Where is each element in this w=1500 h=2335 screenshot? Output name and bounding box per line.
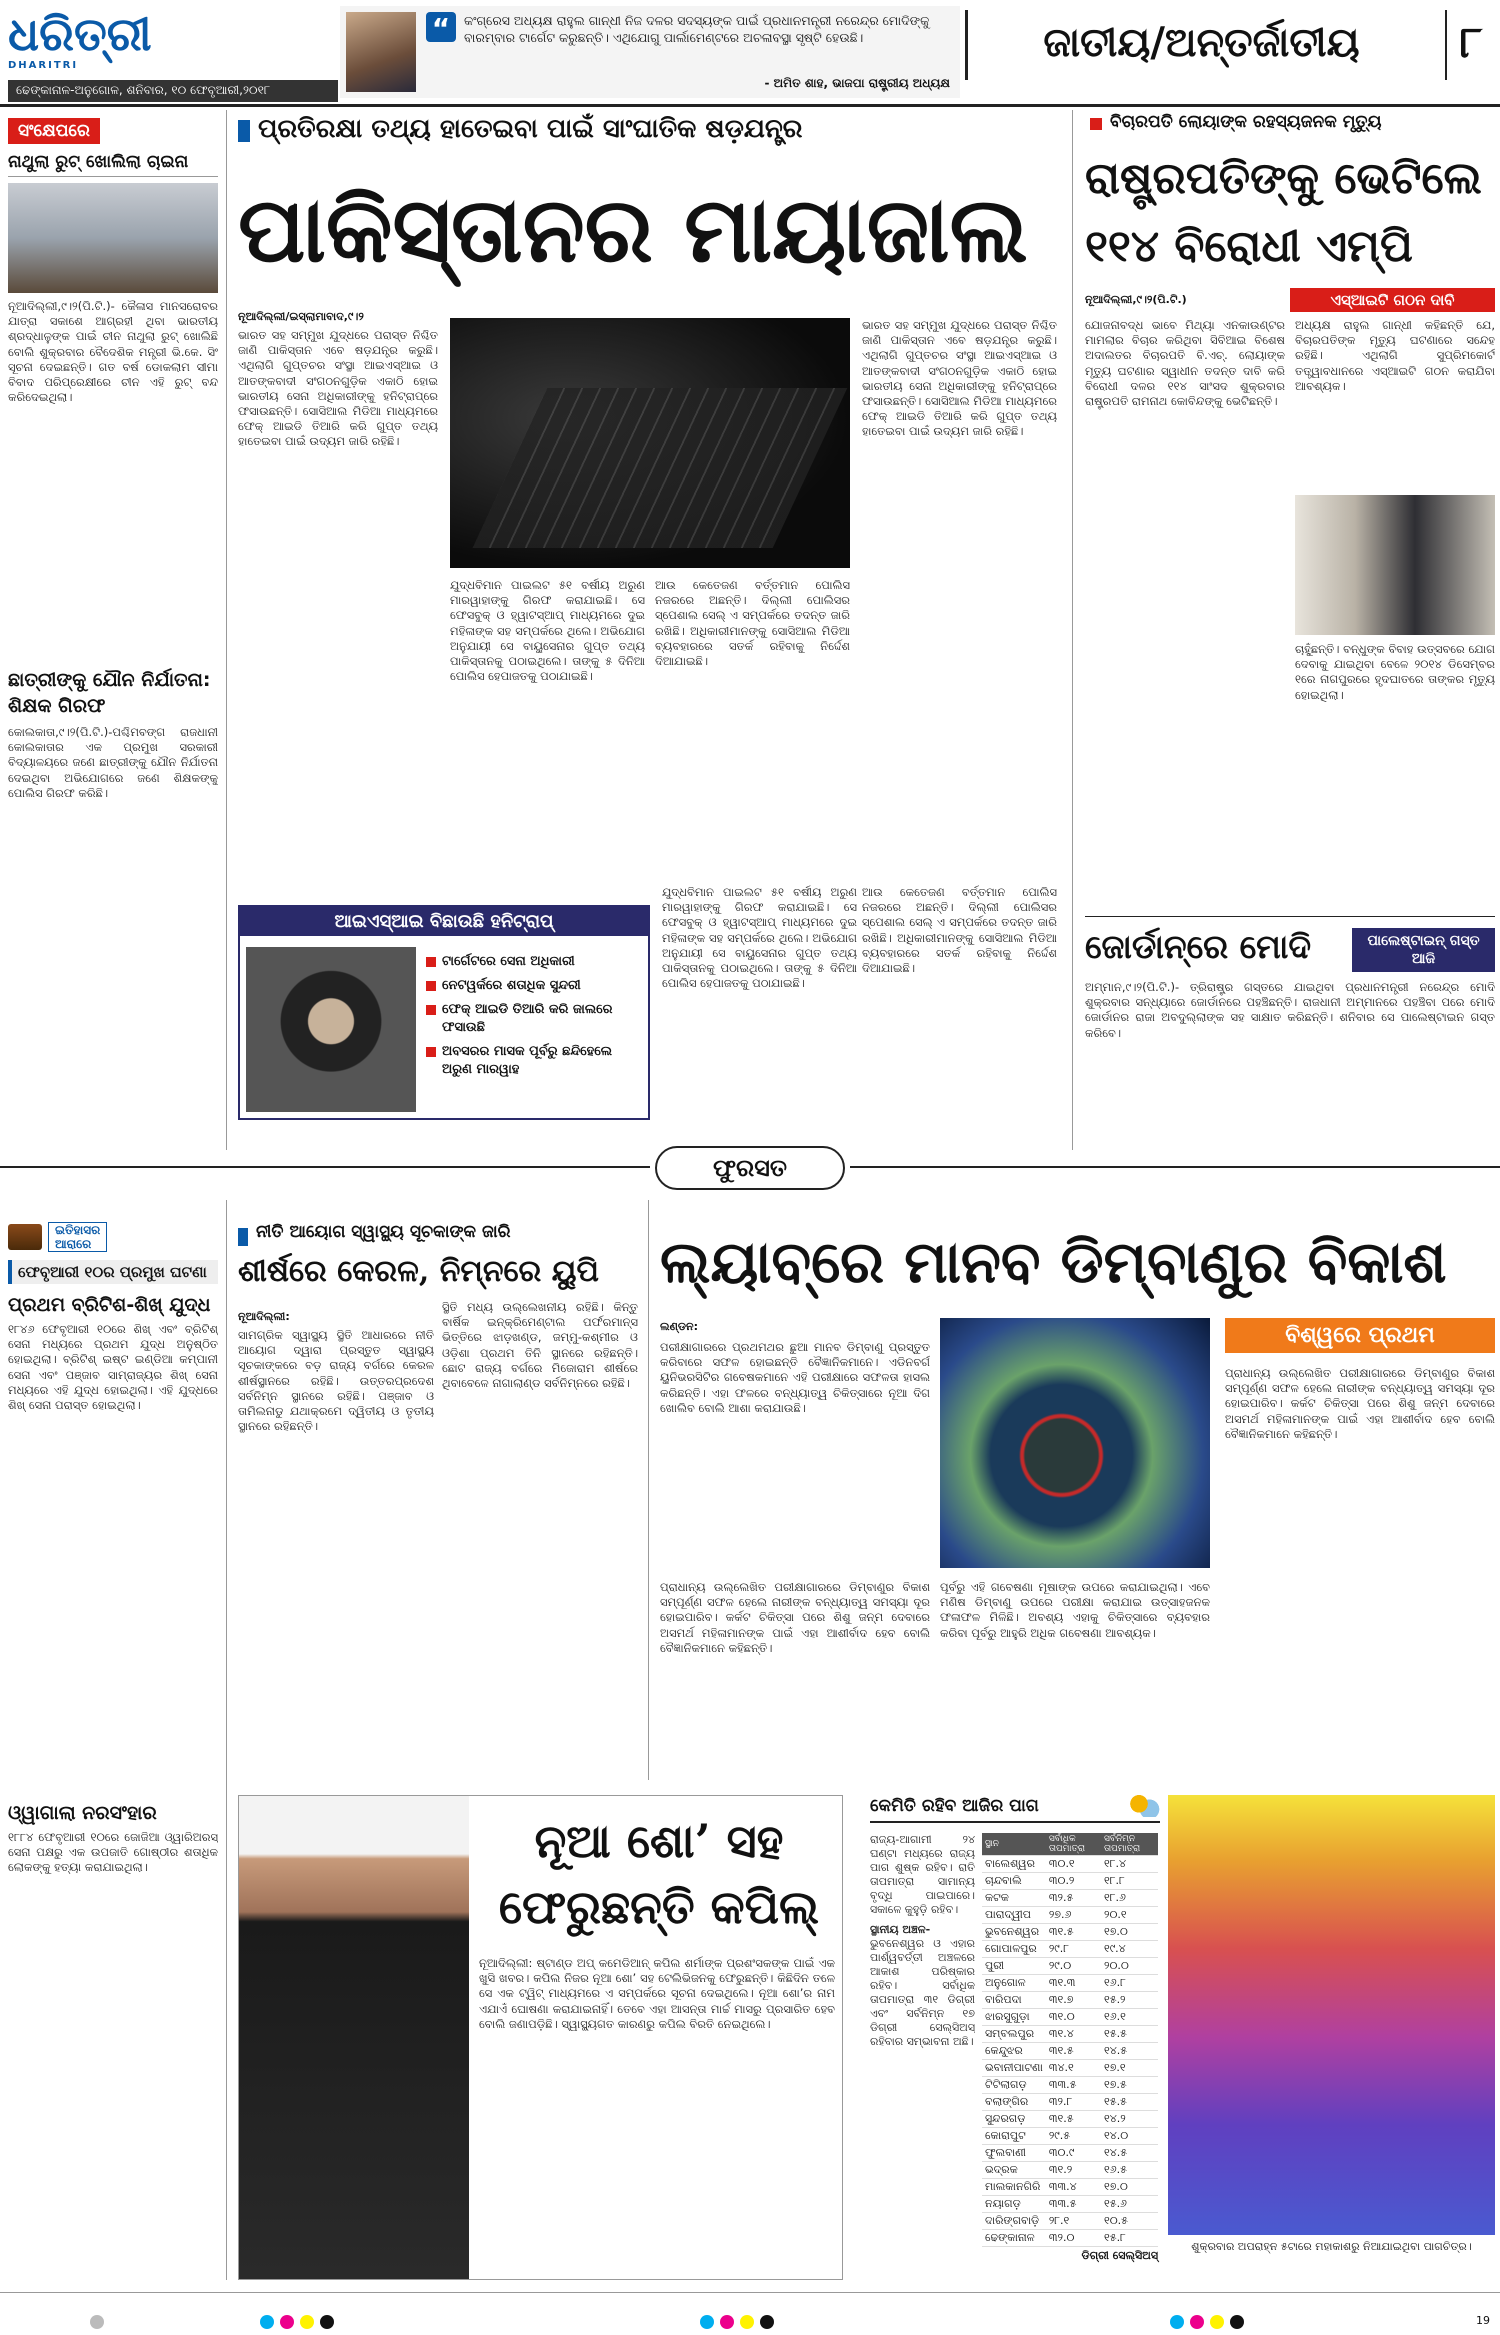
modi-headline: ଜୋର୍ଡାନ୍‌ରେ ମୋଦି xyxy=(1085,927,1312,966)
newspaper-logo xyxy=(8,8,198,78)
honeytrap-points xyxy=(426,953,646,1085)
brief-item1-title: ନାଥୁଲା ରୁଟ୍ ଖୋଲିଲା ଚାଇନା xyxy=(8,152,218,177)
satellite-weather-map xyxy=(1168,1795,1495,2235)
weather-cell: ୩୧.୫ xyxy=(1046,2111,1101,2128)
section-rule-right xyxy=(850,1166,1500,1168)
right-dateline: ନୂଆଦିଲ୍ଲୀ,୯।୨(ପି.ଟି.) xyxy=(1085,293,1187,306)
modi-tag: ପାଲେଷ୍ଟାଇନ୍ ଗସ୍ତ ଆଜି xyxy=(1352,928,1495,972)
kapil-photo xyxy=(239,1796,469,2279)
print-registration-mark xyxy=(760,2315,774,2329)
weather-cell: ୩୦.୯ xyxy=(1046,2145,1101,2162)
weather-row xyxy=(982,2043,1158,2060)
lab-tag: ବିଶ୍ୱରେ ପ୍ରଥମ xyxy=(1225,1318,1495,1353)
right-body1: ଯୋଜନାବଦ୍ଧ ଭାବେ ମିଥ୍ୟା ଏନକାଉଣ୍ଟର ମାମଲାର ବିଚାର କରିଥିବା ସିବିଆଇ ବିଶେଷ ଅଦାଲତର ବିଚାରପତି ବି.ଏଚ୍. ଲୋୟାଙ୍କ ମୃତ୍ୟୁ ଘଟଣାର ସ୍ୱାଧୀନ ତଦନ୍ତ ଦାବି କରି ବିରୋଧୀ ଦଳର ୧୧୪ ସାଂସଦ ଶୁକ୍ରବାର ରାଷ୍ଟ୍ରପତି ରାମନାଥ କୋବିନ୍ଦଙ୍କୁ ଭେଟିଛନ୍ତି। xyxy=(1085,318,1285,409)
lead-col1: ଭାରତ ସହ ସମ୍ମୁଖ ଯୁଦ୍ଧରେ ପରାସ୍ତ ନିଶ୍ଚିତ ଜାଣି ପାକିସ୍ତାନ ଏବେ ଷଡ଼ଯନ୍ତ୍ର କରୁଛି। ଏଥିଲାଗି ଗୁପ୍ତଚର ସଂସ୍ଥା ଆଇଏସ୍‌ଆଇ ଓ ଆତଙ୍କବାଦୀ ସଂଗଠନଗୁଡ଼ିକ ଏକାଠି ହୋଇ ଭାରତୀୟ ସେନା ଅଧିକାରୀଙ୍କୁ ହନିଟ୍ରାପ୍‌ରେ ଫସାଉଛନ୍ତି। ସୋସିଆଲ ମିଡିଆ ମାଧ୍ୟମରେ ଫେକ୍ ଆଇଡି ତିଆରି କରି ଗୁପ୍ତ ତଥ୍ୟ ହାତେଇବା ପାଇଁ ଉଦ୍ୟମ ଜାରି ରହିଛି। xyxy=(238,328,438,449)
weather-cell: ୩୧.୫ xyxy=(1046,1924,1101,1941)
edition-dateline: ଢେଙ୍କାନାଳ-ଅନୁଗୋଳ, ଶନିବାର, ୧୦ ଫେବୃଆରୀ,୨୦୧୮ xyxy=(8,80,338,102)
weather-cell: ୧୫.୬ xyxy=(1101,2196,1158,2213)
section-rule-left xyxy=(0,1166,650,1168)
history-logo xyxy=(8,1222,218,1252)
weather-cell: ଭୁବନେଶ୍ୱର xyxy=(982,1924,1046,1941)
weather-cell: ଭବାନୀପାଟଣା xyxy=(982,2060,1046,2077)
weather-cell: ୩୧.୫ xyxy=(1046,2043,1101,2060)
weather-cell: ୧୫.୨ xyxy=(1101,1992,1158,2009)
history-logo-bottom: ଆରାରେ xyxy=(55,1237,92,1251)
lead-headline: ପାକିସ୍ତାନର ମାୟାଜାଲ xyxy=(238,177,1028,283)
speaker-photo xyxy=(346,12,416,92)
weather-cell: ୧୭.୫ xyxy=(1101,2077,1158,2094)
health-body1: ସାମଗ୍ରିକ ସ୍ୱାସ୍ଥ୍ୟ ସ୍ଥିତି ଆଧାରରେ ନୀତି ଆୟୋଗ ଦ୍ୱାରା ପ୍ରସ୍ତୁତ ସ୍ୱାସ୍ଥ୍ୟ ସୂଚକାଙ୍କରେ ବଡ଼ ରାଜ୍ୟ ବର୍ଗରେ କେରଳ ଶୀର୍ଷସ୍ଥାନରେ ରହିଛି। ଉତ୍ତରପ୍ରଦେଶ ସର୍ବନିମ୍ନ ସ୍ଥାନରେ ରହିଛି। ପଞ୍ଜାବ ଓ ତାମିଲନାଡୁ ଯଥାକ୍ରମେ ଦ୍ୱିତୀୟ ଓ ତୃତୀୟ ସ୍ଥାନରେ ରହିଛନ୍ତି। xyxy=(238,1328,434,1434)
quote-box xyxy=(340,6,960,98)
weather-cell: ୨୯.୮ xyxy=(1046,1941,1101,1958)
footer-page-number: 19 xyxy=(1476,2314,1490,2327)
print-registration-mark xyxy=(1190,2315,1204,2329)
lead-col5: ଆଉ କେତେଜଣ ବର୍ତ୍ତମାନ ପୋଲିସ ନଜରରେ ଅଛନ୍ତି। ଦିଲ୍ଲୀ ପୋଲିସର ସ୍ପେଶାଲ ସେଲ୍ ଏ ସମ୍ପର୍କରେ ତଦନ୍ତ ଜାରି ରଖିଛି। ଅଧିକାରୀମାନଙ୍କୁ ସୋସିଆଲ ମିଡିଆ ବ୍ୟବହାରରେ ସତର୍କ ରହିବାକୁ ନିର୍ଦ୍ଦେଶ ଦିଆଯାଇଛି। xyxy=(862,885,1057,976)
weather-cell: ଟିଟିଲାଗଡ଼ xyxy=(982,2077,1046,2094)
weather-cell: ଅନୁଗୋଳ xyxy=(982,1975,1046,1992)
ovum-microscope-photo xyxy=(940,1318,1210,1568)
weather-cell: ୩୨.୦ xyxy=(1046,2230,1101,2247)
weather-cell: ବାଲେଶ୍ୱର xyxy=(982,1856,1046,1873)
kapil-body: ନୂଆଦିଲ୍ଲୀ: ଷ୍ଟାଣ୍ଡ ଅପ୍ କମେଡିଆନ୍ କପିଲ ଶର୍ମାଙ୍କ ପ୍ରଶଂସକଙ୍କ ପାଇଁ ଏକ ଖୁସି ଖବର। କପିଲ ନିଜର ନୂଆ ଶୋ’ ସହ ଟେଲିଭିଜନକୁ ଫେରୁଛନ୍ତି। କିଛିଦିନ ତଳେ ସେ ଏକ ଟ୍ୱିଟ୍ ମାଧ୍ୟମରେ ଏ ସମ୍ପର୍କରେ ସୂଚନା ଦେଇଥିଲେ। ନୂଆ ଶୋ’ର ନାମ ଏଯାଏଁ ଘୋଷଣା କରାଯାଇନାହିଁ। ତେବେ ଏହା ଆସନ୍ତା ମାର୍ଚ୍ଚ ମାସରୁ ପ୍ରସାରିତ ହେବ ବୋଲି ଜଣାପଡ଼ିଛି। ସ୍ୱାସ୍ଥ୍ୟଗତ କାରଣରୁ କପିଲ ବିରତି ନେଇଥିଲେ। xyxy=(479,1956,835,2031)
history-column xyxy=(8,1222,218,2330)
honeytrap-point: ନେଟୱର୍କରେ ଶତାଧିକ ସୁନ୍ଦରୀ xyxy=(426,977,646,995)
weather-row xyxy=(982,1924,1158,1941)
weather-cell: ୧୬.୮ xyxy=(1101,1975,1158,1992)
weather-row xyxy=(982,2094,1158,2111)
weather-cell: କେନ୍ଦୁଝର xyxy=(982,2043,1046,2060)
print-registration-mark xyxy=(320,2315,334,2329)
brief-item2-title: ଛାତ୍ରୀଙ୍କୁ ଯୌନ ନିର୍ଯାତନା: ଶିକ୍ଷକ ଗିରଫ xyxy=(8,669,211,717)
weather-cell: ୧୪.୦ xyxy=(1101,2128,1158,2145)
weather-summary: ରାଜ୍ୟ-ଆଗାମୀ ୨୪ ଘଣ୍ଟା ମଧ୍ୟରେ ରାଜ୍ୟ ପାଗ ଶୁଷ୍କ ରହିବ। ରାତି ତାପମାତ୍ରା ସାମାନ୍ୟ ବୃଦ୍ଧି ପାଇପାରେ। ସକାଳେ କୁହୁଡ଼ି ରହିବ। xyxy=(870,1833,975,1916)
weather-cell: ୩୦.୨ xyxy=(1046,1873,1101,1890)
weather-cell: ଭଦ୍ରକ xyxy=(982,2162,1046,2179)
weather-cell: ୧୪.୫ xyxy=(1101,2043,1158,2060)
print-registration-mark xyxy=(260,2315,274,2329)
book-icon xyxy=(8,1224,42,1250)
quote-text: କଂଗ୍ରେସ ଅଧ୍ୟକ୍ଷ ରାହୁଲ ଗାନ୍ଧୀ ନିଜ ଦଳର ସଦସ୍ୟଙ୍କ ପାଇଁ ପ୍ରଧାନମନ୍ତ୍ରୀ ନରେନ୍ଦ୍ର ମୋଦିଙ୍କୁ ବାରମ୍ବାର ଟାର୍ଗେଟ କରୁଛନ୍ତି। ଏଥିଯୋଗୁ ପାର୍ଲାମେଣ୍ଟରେ ଅଚଳାବସ୍ଥା ସୃଷ୍ଟି ହେଉଛି। xyxy=(464,13,930,45)
weather-cell: ସୁନ୍ଦରଗଡ଼ xyxy=(982,2111,1046,2128)
weather-row xyxy=(982,1873,1158,1890)
weather-row xyxy=(982,2230,1158,2247)
weather-row xyxy=(982,1890,1158,1907)
honeytrap-point: ଅବସରର ମାସକ ପୂର୍ବରୁ ଛନ୍ଦିହେଲେ ଅରୁଣ ମାରୱାହ xyxy=(426,1043,646,1079)
veiled-woman-photo xyxy=(246,947,416,1112)
weather-col-header: ସର୍ବାଧିକ ତାପମାତ୍ରା xyxy=(1046,1833,1101,1856)
lab-dateline: ଲଣ୍ଡନ: xyxy=(660,1320,699,1333)
weather-cell: ୩୧.୨ xyxy=(1046,2162,1101,2179)
weather-row xyxy=(982,1992,1158,2009)
lab-headline: ଲ୍ୟାବ୍‌ରେ ମାନବ ଡିମ୍ବାଣୁର ବିକାଶ xyxy=(660,1228,1447,1296)
weather-cell: ବଲାଙ୍ଗିର xyxy=(982,2094,1046,2111)
weather-row xyxy=(982,2145,1158,2162)
lab-body3: ପ୍ରାଧାନ୍ୟ ଉଲ୍ଲେଖିତ ପରୀକ୍ଷାଗାରରେ ଡିମ୍ବାଣୁର ବିକାଶ ସମ୍ପୂର୍ଣ୍ଣ ସଫଳ ହେଲେ ନାରୀଙ୍କ ବନ୍ଧ୍ୟାତ୍ୱ ସମସ୍ୟା ଦୂର ହୋଇପାରିବ। କର୍କଟ ଚିକିତ୍ସା ପରେ ଶିଶୁ ଜନ୍ମ ଦେବାରେ ଅସମର୍ଥ ମହିଳାମାନଙ୍କ ପାଇଁ ଏହା ଆଶୀର୍ବାଦ ହେବ ବୋଲି ବୈଜ୍ଞାନିକମାନେ କହିଛନ୍ତି। xyxy=(1225,1366,1495,1441)
weather-cell: ୧୫.୫ xyxy=(1101,2094,1158,2111)
weather-cell: ୩୧.୪ xyxy=(1046,2026,1101,2043)
weather-row xyxy=(982,2111,1158,2128)
lead-col4: ଯୁଦ୍ଧବିମାନ ପାଇଲଟ ୫୧ ବର୍ଷୀୟ ଅରୁଣ ମାରୱାହାଙ୍କୁ ଗିରଫ କରାଯାଇଛି। ସେ ଫେସବୁକ୍ ଓ ହ୍ୱାଟସ୍‌ଆପ୍ ମାଧ୍ୟମରେ ଦୁଇ ମହିଳାଙ୍କ ସହ ସମ୍ପର୍କରେ ଥିଲେ। ଅଭିଯୋଗ ଅନୁଯାୟୀ ସେ ବାୟୁସେନାର ଗୁପ୍ତ ତଥ୍ୟ ପାକିସ୍ତାନକୁ ପଠାଇଥିଲେ। ତାଙ୍କୁ ୫ ଦିନିଆ ପୋଲିସ ହେପାଜତକୁ ପଠାଯାଇଛି। xyxy=(662,885,857,991)
weather-cell: କଟକ xyxy=(982,1890,1046,1907)
weather-cell: ଫୁଲବାଣୀ xyxy=(982,2145,1046,2162)
kicker-marker xyxy=(238,120,250,142)
weather-panel xyxy=(870,1795,1160,2280)
weather-map-caption: ଶୁକ୍ରବାର ଅପରାହ୍ନ ୫ଟାରେ ମହାକାଶରୁ ନିଆଯାଇଥିବା ପାଗଚିତ୍ର। xyxy=(1191,2240,1472,2253)
weather-cell: ନୟାଗଡ଼ xyxy=(982,2196,1046,2213)
weather-cell: ୧୭.୦ xyxy=(1101,2179,1158,2196)
weather-row xyxy=(982,2026,1158,2043)
weather-cell: ୨୯.୫ xyxy=(1046,2128,1101,2145)
weather-cell: ୨୭.୬ xyxy=(1046,1907,1101,1924)
weather-cell: ୩୨.୮ xyxy=(1046,2094,1101,2111)
weather-cell: ୧୭.୦ xyxy=(1101,1924,1158,1941)
temperature-unit: ଡିଗ୍ରୀ ସେଲ୍‌ସିଅସ୍ xyxy=(1081,2249,1158,2262)
honeytrap-box-title: ଆଇଏସ୍‌ଆଇ ବିଛାଉଛି ହନିଟ୍ରାପ୍ xyxy=(240,907,648,936)
right-body3: ଚାହୁଁଛନ୍ତି। ବନ୍ଧୁଙ୍କ ବିବାହ ଉତ୍ସବରେ ଯୋଗ ଦେବାକୁ ଯାଇଥିବା ବେଳେ ୨୦୧୪ ଡିସେମ୍ବର ୧ରେ ନାଗପୁରରେ ହୃଦଘାତରେ ତାଙ୍କର ମୃତ୍ୟୁ ହୋଇଥିଲା। xyxy=(1295,642,1495,702)
brief-item1-body: ନୂଆଦିଲ୍ଲୀ,୯।୨(ପି.ଟି.)- କୈଳାସ ମାନସରୋବର ଯାତ୍ରା ସକାଶେ ଆଗ୍ରହୀ ଥିବା ଭାରତୀୟ ଶ୍ରଦ୍ଧାଳୁଙ୍କ ପାଇଁ ଚୀନ ନାଥୁଲା ରୁଟ୍ ଖୋଲିଛି ବୋଲି ଶୁକ୍ରବାର ବୈଦେଶିକ ମନ୍ତ୍ରୀ ଭି.କେ. ସିଂ ସୂଚନା ଦେଇଛନ୍ତି। ଗତ ବର୍ଷ ଡୋକଲାମ ସୀମା ବିବାଦ ପରିପ୍ରେକ୍ଷୀରେ ଚୀନ ଏହି ରୁଟ୍ ବନ୍ଦ କରିଦେଇଥିଲା। xyxy=(8,299,218,405)
nathula-photo xyxy=(8,183,218,293)
weather-cell: ୧୫.୮ xyxy=(1101,2230,1158,2247)
weather-row xyxy=(982,1958,1158,1975)
lab-body1: ପରୀକ୍ଷାଗାରରେ ପ୍ରଥମଥର ଛୁଆ ମାନବ ଡିମ୍ବାଣୁ ପ୍ରସ୍ତୁତ କରିବାରେ ସଫଳ ହୋଇଛନ୍ତି ବୈଜ୍ଞାନିକମାନେ। ଏଡିନବର୍ଗ ୟୁନିଭରସିଟିର ଗବେଷକମାନେ ଏହି ପରୀକ୍ଷାରେ ସଫଳତା ହାସଲ କରିଛନ୍ତି। ଏହା ଫଳରେ ବନ୍ଧ୍ୟାତ୍ୱ ଚିକିତ୍ସାରେ ନୂଆ ଦିଗ ଖୋଲିବ ବୋଲି ଆଶା କରାଯାଉଛି। xyxy=(660,1340,930,1415)
logo-subtitle: DHARITRI xyxy=(8,60,79,71)
honeytrap-point: ଟାର୍ଗେଟରେ ସେନା ଅଧିକାରୀ xyxy=(426,953,646,971)
weather-cell: ଚାନ୍ଦବାଲି xyxy=(982,1873,1046,1890)
weather-row xyxy=(982,1856,1158,1873)
modi-body: ଅମ୍ମାନ,୯।୨(ପି.ଟି.)- ତ୍ରିରାଷ୍ଟ୍ର ଗସ୍ତରେ ଯାଇଥିବା ପ୍ରଧାନମନ୍ତ୍ରୀ ନରେନ୍ଦ୍ର ମୋଦି ଶୁକ୍ରବାର ସନ୍ଧ୍ୟାରେ ଜୋର୍ଡାନରେ ପହଞ୍ଚିଛନ୍ତି। ରାଜଧାନୀ ଅମ୍ମାନରେ ପହଞ୍ଚିବା ପରେ ମୋଦି ଜୋର୍ଡାନର ରାଜା ଅବଦୁଲ୍ଲାଙ୍କ ସହ ସାକ୍ଷାତ କରିଛନ୍ତି। ଶନିବାର ସେ ପାଲେଷ୍ଟାଇନ ଗସ୍ତ କରିବେ। xyxy=(1085,980,1495,1040)
weather-cell: ୨୦.୧ xyxy=(1101,1907,1158,1924)
weather-cell: ୩୩.୫ xyxy=(1046,2196,1101,2213)
weather-cell: ଝାରସୁଗୁଡ଼ା xyxy=(982,2009,1046,2026)
weather-row xyxy=(982,2196,1158,2213)
lab-body1b: ପ୍ରାଧାନ୍ୟ ଉଲ୍ଲେଖିତ ପରୀକ୍ଷାଗାରରେ ଡିମ୍ବାଣୁର ବିକାଶ ସମ୍ପୂର୍ଣ୍ଣ ସଫଳ ହେଲେ ନାରୀଙ୍କ ବନ୍ଧ୍ୟାତ୍ୱ ସମସ୍ୟା ଦୂର ହୋଇପାରିବ। କର୍କଟ ଚିକିତ୍ସା ପରେ ଶିଶୁ ଜନ୍ମ ଦେବାରେ ଅସମର୍ଥ ମହିଳାମାନଙ୍କ ପାଇଁ ଏହା ଆଶୀର୍ବାଦ ହେବ ବୋଲି ବୈଜ୍ଞାନିକମାନେ କହିଛନ୍ତି। xyxy=(660,1580,930,1655)
column-divider xyxy=(648,1200,649,1780)
brief-tag: ସଂକ୍ଷେପରେ xyxy=(8,118,100,144)
masthead-rule xyxy=(0,104,1500,107)
section-divider-label: ଫୁରସତ xyxy=(655,1146,845,1190)
weather-row xyxy=(982,2060,1158,2077)
kapil-headline-line1: ନୂଆ ଶୋ’ ସହ xyxy=(534,1814,784,1868)
lead-col3: ଭାରତ ସହ ସମ୍ମୁଖ ଯୁଦ୍ଧରେ ପରାସ୍ତ ନିଶ୍ଚିତ ଜାଣି ପାକିସ୍ତାନ ଏବେ ଷଡ଼ଯନ୍ତ୍ର କରୁଛି। ଏଥିଲାଗି ଗୁପ୍ତଚର ସଂସ୍ଥା ଆଇଏସ୍‌ଆଇ ଓ ଆତଙ୍କବାଦୀ ସଂଗଠନଗୁଡ଼ିକ ଏକାଠି ହୋଇ ଭାରତୀୟ ସେନା ଅଧିକାରୀଙ୍କୁ ହନିଟ୍ରାପ୍‌ରେ ଫସାଉଛନ୍ତି। ସୋସିଆଲ ମିଡିଆ ମାଧ୍ୟମରେ ଫେକ୍ ଆଇଡି ତିଆରି କରି ଗୁପ୍ତ ତଥ୍ୟ ହାତେଇବା ପାଇଁ ଉଦ୍ୟମ ଜାରି ରହିଛି। xyxy=(862,318,1057,439)
quote-author: - ଅମିତ ଶାହ, ଭାଜପା ରାଷ୍ଟ୍ରୀୟ ଅଧ୍ୟକ୍ଷ xyxy=(764,76,950,90)
weather-cell: ଗୋପାଳପୁର xyxy=(982,1941,1046,1958)
weather-cell: ୨୦.୦ xyxy=(1101,1958,1158,1975)
weather-row xyxy=(982,2009,1158,2026)
weather-cell: ୩୧.୭ xyxy=(1046,1992,1101,2009)
kapil-story xyxy=(238,1795,843,2280)
weather-table-wrap xyxy=(982,1833,1158,2263)
weather-cell: ୨୯.୦ xyxy=(1046,1958,1101,1975)
brief-column xyxy=(8,118,218,1165)
weather-row xyxy=(982,1941,1158,1958)
weather-cell: ଦାରିଙ୍ଗବାଡ଼ି xyxy=(982,2213,1046,2230)
weather-cell: ୨୮.୧ xyxy=(1046,2213,1101,2230)
lead-kicker: ପ୍ରତିରକ୍ଷା ତଥ୍ୟ ହାତେଇବା ପାଇଁ ସାଂଘାତିକ ଷଡ଼ଯନ୍ତ୍ର xyxy=(258,114,803,144)
weather-row xyxy=(982,2213,1158,2230)
weather-table xyxy=(982,1833,1158,2247)
weather-row xyxy=(982,1975,1158,1992)
weather-cell: ୧୬.୧ xyxy=(1101,2009,1158,2026)
quote-mark-icon: “ xyxy=(426,12,456,42)
weather-col-header: ସର୍ବନିମ୍ନ ତାପମାତ୍ରା xyxy=(1101,1833,1158,1856)
right-headline-line1: ରାଷ୍ଟ୍ରପତିଙ୍କୁ ଭେଟିଲେ xyxy=(1085,153,1482,204)
column-divider xyxy=(1072,110,1073,1150)
column-divider xyxy=(226,110,227,1150)
print-registration-mark xyxy=(720,2315,734,2329)
print-registration-mark xyxy=(90,2315,104,2329)
health-kicker: ନୀତି ଆୟୋଗ ସ୍ୱାସ୍ଥ୍ୟ ସୂଚକାଙ୍କ ଜାରି xyxy=(256,1222,511,1242)
weather-cell: ୧୦.୫ xyxy=(1101,2213,1158,2230)
weather-cell: ୧୭.୧ xyxy=(1101,2060,1158,2077)
print-registration-mark xyxy=(1170,2315,1184,2329)
column-divider xyxy=(226,1200,227,2280)
print-registration-mark xyxy=(740,2315,754,2329)
weather-cell: ୩୩.୫ xyxy=(1046,2077,1101,2094)
history-item1-title: ପ୍ରଥମ ବ୍ରିଟିଶ-ଶିଖ୍ ଯୁଦ୍ଧ xyxy=(8,1294,211,1316)
weather-cell: ୧୮.୮ xyxy=(1101,1873,1158,1890)
kapil-headline-line2: ଫେରୁଛନ୍ତି କପିଲ୍ xyxy=(498,1880,820,1934)
weather-cell: ଢେଙ୍କାନାଳ xyxy=(982,2230,1046,2247)
health-dateline: ନୂଆଦିଲ୍ଲୀ: xyxy=(238,1310,290,1323)
weather-cell: ପାରାଦ୍ୱୀପ xyxy=(982,1907,1046,1924)
logo-text: ଧରିତ୍ରୀ xyxy=(8,7,152,61)
weather-cell: ପୁରୀ xyxy=(982,1958,1046,1975)
weather-cell: ୩୧.୩ xyxy=(1046,1975,1101,1992)
history-title: ଫେବୃଆରୀ ୧୦ର ପ୍ରମୁଖ ଘଟଣା xyxy=(8,1260,218,1284)
weather-cell: ୩୨.୫ xyxy=(1046,1890,1101,1907)
print-registration-mark xyxy=(1210,2315,1224,2329)
lead-col2b: ଆଉ କେତେଜଣ ବର୍ତ୍ତମାନ ପୋଲିସ ନଜରରେ ଅଛନ୍ତି। ଦିଲ୍ଲୀ ପୋଲିସର ସ୍ପେଶାଲ ସେଲ୍ ଏ ସମ୍ପର୍କରେ ତଦନ୍ତ ଜାରି ରଖିଛି। ଅଧିକାରୀମାନଙ୍କୁ ସୋସିଆଲ ମିଡିଆ ବ୍ୟବହାରରେ ସତର୍କ ରହିବାକୁ ନିର୍ଦ୍ଦେଶ ଦିଆଯାଇଛି। xyxy=(655,578,850,669)
weather-cell: ୧୯.୪ xyxy=(1101,1941,1158,1958)
weather-col-header: ସ୍ଥାନ xyxy=(982,1833,1046,1856)
weather-row xyxy=(982,2077,1158,2094)
weather-cell: ୧୮.୪ xyxy=(1101,1856,1158,1873)
weather-cell: ୩୦.୧ xyxy=(1046,1856,1101,1873)
lead-dateline: ନୂଆଦିଲ୍ଲୀ/ଇସ୍‌ଲାମାବାଦ,୯।୨ xyxy=(238,310,364,323)
mps-photo xyxy=(1295,495,1495,635)
weather-cell: ୩୪.୧ xyxy=(1046,2060,1101,2077)
right-headline-line2: ୧୧୪ ବିରୋଧୀ ଏମ୍‌ପି xyxy=(1085,221,1413,272)
print-registration-mark xyxy=(1230,2315,1244,2329)
kicker-marker xyxy=(1090,118,1102,130)
print-registration-mark xyxy=(280,2315,294,2329)
sun-cloud-icon xyxy=(1130,1795,1160,1817)
weather-cell: ୧୪.୨ xyxy=(1101,2111,1158,2128)
history-item2-title: ଓ୍ୱାଗାଲା ନରସଂହାର xyxy=(8,1802,157,1824)
weather-forecast-title: ସ୍ଥାନୀୟ ଅଞ୍ଚଳ- xyxy=(870,1923,931,1936)
weather-cell: ୧୪.୫ xyxy=(1101,2145,1158,2162)
footer-rule xyxy=(0,2292,1500,2293)
weather-row xyxy=(982,2179,1158,2196)
weather-forecast: ଭୁବନେଶ୍ୱର ଓ ଏହାର ପାର୍ଶ୍ୱବର୍ତ୍ତୀ ଅଞ୍ଚଳରେ ଆକାଶ ପରିଷ୍କାର ରହିବ। ସର୍ବାଧିକ ତାପମାତ୍ରା ୩୧ ଡିଗ୍ରୀ ଏବଂ ସର୍ବନିମ୍ନ ୧୭ ଡିଗ୍ରୀ ସେଲ୍‌ସିଅସ୍ ରହିବାର ସମ୍ଭାବନା ଅଛି। xyxy=(870,1937,975,2048)
hacker-photo xyxy=(450,318,850,568)
weather-cell: ୧୫.୫ xyxy=(1101,2026,1158,2043)
weather-cell: ବାରିପଦା xyxy=(982,1992,1046,2009)
history-item2-body: ୧୮୮୪ ଫେବୃଆରୀ ୧୦ରେ ଜୋଜିଆ ଓ୍ୱାରିଅରସ୍ ସେନା ପକ୍ଷରୁ ଏକ ଉପଜାତି ଗୋଷ୍ଠୀର ଶତାଧିକ ଲୋକଙ୍କୁ ହତ୍ୟା କରାଯାଇଥିଲା। xyxy=(8,1830,218,1875)
weather-text xyxy=(870,1833,975,2273)
weather-title: କେମିତି ରହିବ ଆଜିର ପାଗ xyxy=(870,1796,1039,1816)
lab-body2: ପୂର୍ବରୁ ଏହି ଗବେଷଣା ମୂଷାଙ୍କ ଉପରେ କରାଯାଇଥିଲା। ଏବେ ମଣିଷ ଡିମ୍ବାଣୁ ଉପରେ ପରୀକ୍ଷା କରାଯାଇ ଉତ୍ସାହଜନକ ଫଳାଫଳ ମିଳିଛି। ଅବଶ୍ୟ ଏହାକୁ ଚିକିତ୍ସାରେ ବ୍ୟବହାର କରିବା ପୂର୍ବରୁ ଆହୁରି ଅଧିକ ଗବେଷଣା ଆବଶ୍ୟକ। xyxy=(940,1580,1210,1640)
weather-cell: ୧୬.୫ xyxy=(1101,2162,1158,2179)
health-headline: ଶୀର୍ଷରେ କେରଳ, ନିମ୍ନରେ ୟୁପି xyxy=(238,1254,599,1289)
weather-cell: କୋରାପୁଟ xyxy=(982,2128,1046,2145)
page-number: ୮ xyxy=(1445,10,1495,80)
weather-cell: ୩୧.୦ xyxy=(1046,2009,1101,2026)
right-tag: ଏସ୍‌ଆଇଟି ଗଠନ ଦାବି xyxy=(1290,288,1495,312)
section-title: ଜାତୀୟ/ଅନ୍ତର୍ଜାତୀୟ xyxy=(965,10,1435,80)
weather-cell: ସମ୍ବଲପୁର xyxy=(982,2026,1046,2043)
print-registration-mark xyxy=(300,2315,314,2329)
right-body2: ଅଧ୍ୟକ୍ଷ ରାହୁଲ ଗାନ୍ଧୀ କହିଛନ୍ତି ଯେ, ବିଚାରପତିଙ୍କ ମୃତ୍ୟୁ ଘଟଣାରେ ସନ୍ଦେହ ରହିଛି। ଏଥିଲାଗି ସୁପ୍ରିମକୋର୍ଟ ତତ୍ତ୍ୱାବଧାନରେ ଏସ୍‌ଆଇଟି ଗଠନ କରାଯିବା ଆବଶ୍ୟକ। xyxy=(1295,318,1495,393)
keyboard-graphic xyxy=(473,388,848,548)
weather-row xyxy=(982,2128,1158,2145)
history-logo-top: ଇତିହାସର xyxy=(55,1223,101,1237)
brief-item2-body: କୋଲକାତା,୯।୨(ପି.ଟି.)-ପଶ୍ଚିମବଙ୍ଗ ରାଜଧାନୀ କୋଲକାତାର ଏକ ପ୍ରମୁଖ ସରକାରୀ ବିଦ୍ୟାଳୟରେ ଜଣେ ଛାତ୍ରୀଙ୍କୁ ଯୌନ ନିର୍ଯାତନା ଦେଇଥିବା ଅଭିଯୋଗରେ ଜଣେ ଶିକ୍ଷକଙ୍କୁ ପୋଲିସ ଗିରଫ କରିଛି। xyxy=(8,725,218,800)
weather-cell: ୧୮.୬ xyxy=(1101,1890,1158,1907)
kicker-marker xyxy=(238,1228,248,1246)
lead-col2: ଯୁଦ୍ଧବିମାନ ପାଇଲଟ ୫୧ ବର୍ଷୀୟ ଅରୁଣ ମାରୱାହାଙ୍କୁ ଗିରଫ କରାଯାଇଛି। ସେ ଫେସବୁକ୍ ଓ ହ୍ୱାଟସ୍‌ଆପ୍ ମାଧ୍ୟମରେ ଦୁଇ ମହିଳାଙ୍କ ସହ ସମ୍ପର୍କରେ ଥିଲେ। ଅଭିଯୋଗ ଅନୁଯାୟୀ ସେ ବାୟୁସେନାର ଗୁପ୍ତ ତଥ୍ୟ ପାକିସ୍ତାନକୁ ପଠାଇଥିଲେ। ତାଙ୍କୁ ୫ ଦିନିଆ ପୋଲିସ ହେପାଜତକୁ ପଠାଯାଇଛି। xyxy=(450,578,645,684)
weather-row xyxy=(982,2162,1158,2179)
weather-cell: ମାଲକାନଗିରି xyxy=(982,2179,1046,2196)
right-kicker: ବିଚାରପତି ଲୋୟାଙ୍କ ରହସ୍ୟଜନକ ମୃତ୍ୟୁ xyxy=(1110,112,1382,132)
modi-rule xyxy=(1085,916,1495,917)
weather-row xyxy=(982,1907,1158,1924)
honeytrap-point: ଫେକ୍ ଆଇଡି ତିଆରି କରି ଜାଲରେ ଫସାଉଛି xyxy=(426,1001,646,1037)
honeytrap-box xyxy=(238,905,650,1120)
history-item1-body: ୧୮୪୬ ଫେବୃଆରୀ ୧୦ରେ ଶିଖ୍ ଏବଂ ବ୍ରିଟିଶ୍ ସେନା ମଧ୍ୟରେ ପ୍ରଥମ ଯୁଦ୍ଧ ଅନୁଷ୍ଠିତ ହୋଇଥିଲା। ବ୍ରିଟିଶ୍ ଇଷ୍ଟ ଇଣ୍ଡିଆ କମ୍ପାନୀ ସେନା ଏବଂ ପଞ୍ଜାବ ସାମ୍ରାଜ୍ୟର ଶିଖ୍ ସେନା ମଧ୍ୟରେ ଏହି ଯୁଦ୍ଧ ହୋଇଥିଲା। ଏହି ଯୁଦ୍ଧରେ ଶିଖ୍ ସେନା ପରାସ୍ତ ହୋଇଥିଲା। xyxy=(8,1322,218,1413)
print-registration-mark xyxy=(700,2315,714,2329)
weather-header xyxy=(870,1795,1160,1823)
weather-cell: ୩୩.୪ xyxy=(1046,2179,1101,2196)
health-body2: ସ୍ଥିତି ମଧ୍ୟ ଉଲ୍ଲେଖନୀୟ ରହିଛି। କିନ୍ତୁ ବାର୍ଷିକ ଇନ୍‌କ୍ରିମେଣ୍ଟାଲ ପର୍ଫରମାନ୍ସ ଭିତ୍ତିରେ ଝାଡ଼଼ଖଣ୍ଡ, ଜମ୍ମୁ-କଶ୍ମୀର ଓ ଓଡ଼ିଶା ପ୍ରଥମ ତିନି ସ୍ଥାନରେ ରହିଛନ୍ତି। ଛୋଟ ରାଜ୍ୟ ବର୍ଗରେ ମିଜୋରାମ ଶୀର୍ଷରେ ଥିବାବେଳେ ନାଗାଲାଣ୍ଡ ସର୍ବନିମ୍ନରେ ରହିଛି। xyxy=(442,1300,638,1391)
